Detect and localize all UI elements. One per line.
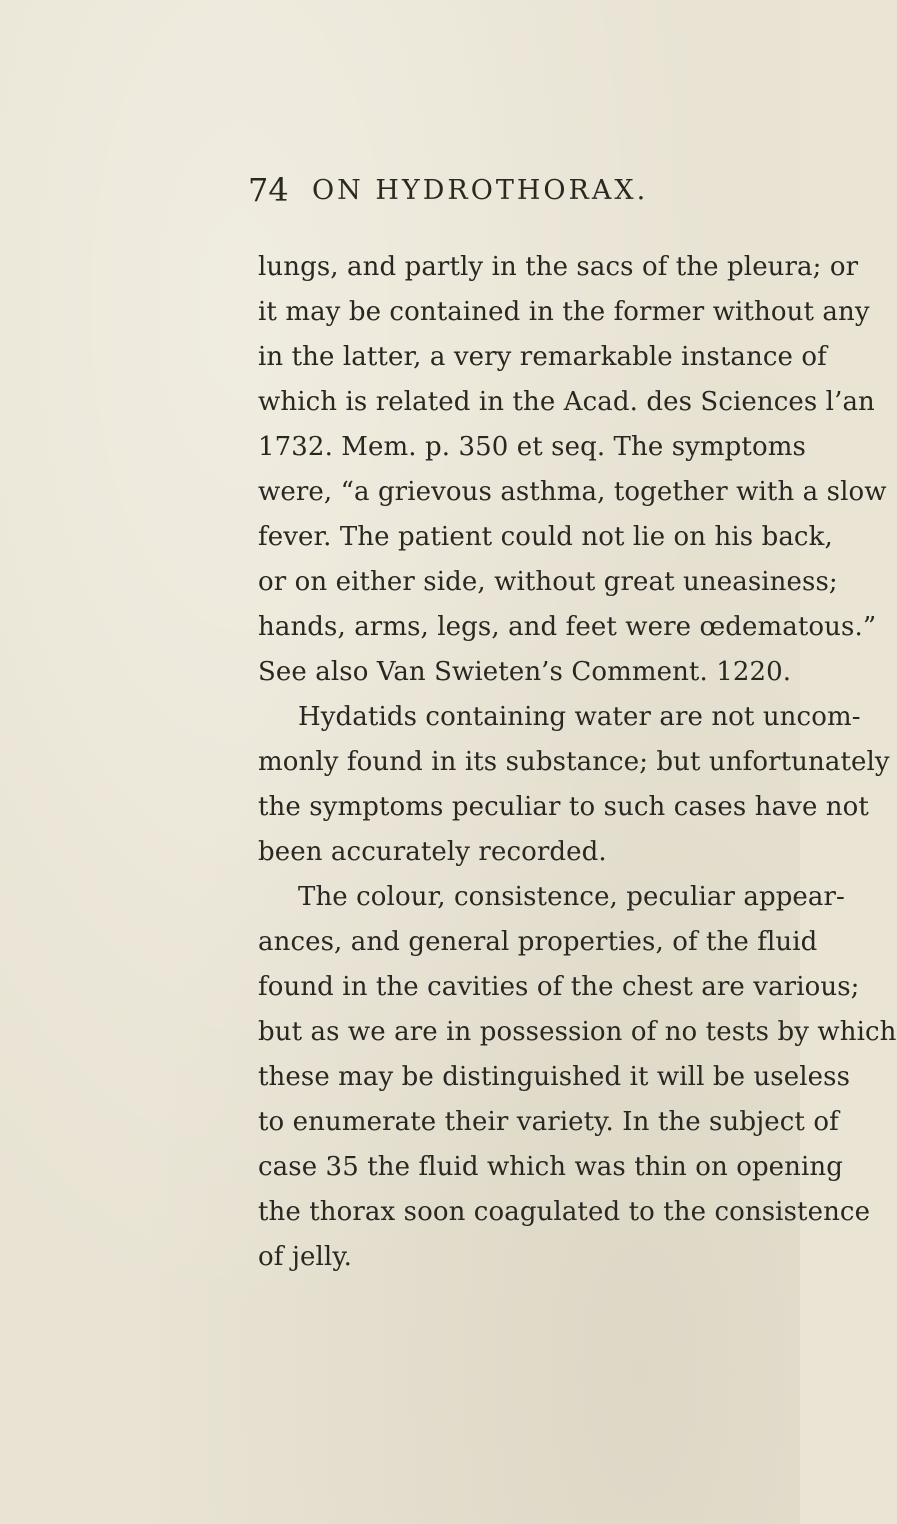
page-number: 74 <box>248 171 289 209</box>
text-line: but as we are in possession of no tests by which <box>258 1017 897 1047</box>
text-line: it may be contained in the former without any <box>258 297 870 327</box>
text-line: 1732. Mem. p. 350 et seq. The symptoms <box>258 432 806 462</box>
text-line: of jelly. <box>258 1242 353 1272</box>
text-line: found in the cavities of the chest are various; <box>258 972 860 1002</box>
text-line: been accurately recorded. <box>258 837 607 867</box>
page-header <box>248 170 768 210</box>
text-line: which is related in the Acad. des Sciences l’an <box>258 387 875 417</box>
text-line: in the latter, a very remarkable instance of <box>258 342 827 372</box>
text-line: monly found in its substance; but unfortunately <box>258 747 890 777</box>
running-head: ON HYDROTHORAX. <box>312 175 649 206</box>
text-line: the symptoms peculiar to such cases have not <box>258 792 869 822</box>
text-line: The colour, consistence, peculiar appear- <box>298 882 845 912</box>
text-line: Hydatids containing water are not uncom- <box>298 702 861 732</box>
text-line: case 35 the fluid which was thin on opening <box>258 1152 844 1182</box>
text-line: ances, and general properties, of the fluid <box>258 927 818 957</box>
text-line: were, “a grievous asthma, together with a slow <box>258 477 887 507</box>
text-line: fever. The patient could not lie on his back, <box>258 522 833 552</box>
text-line: lungs, and partly in the sacs of the pleura; or <box>258 252 859 282</box>
text-line: See also Van Swieten’s Comment. 1220. <box>258 657 792 687</box>
text-line: to enumerate their variety. In the subject of <box>258 1107 839 1137</box>
body-text <box>258 245 897 1280</box>
text-line: these may be distinguished it will be useless <box>258 1062 851 1092</box>
text-line: hands, arms, legs, and feet were œdematous.” <box>258 612 877 642</box>
text-line: or on either side, without great uneasiness; <box>258 567 838 597</box>
text-line: the thorax soon coagulated to the consistence <box>258 1197 871 1227</box>
